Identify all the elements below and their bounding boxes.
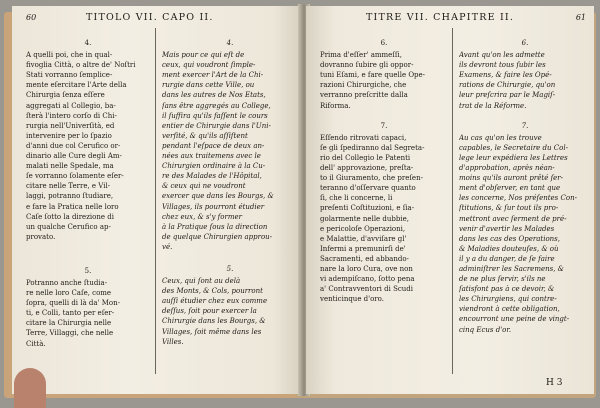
text-line: cinq Ecus d'or. [459, 325, 512, 334]
text-line: il y a du danger, de ſe faire [459, 254, 555, 263]
text-line: rations de Chirurgie, qu'on [459, 81, 556, 90]
text-line: mente eſercitare l'Arte della [26, 81, 127, 90]
text-line: golarmente nelle dubbie, [320, 214, 409, 223]
column-divider [155, 28, 156, 374]
text-line: preſenti Coſtituzioni, e ſia- [320, 204, 415, 213]
text-line: Terre, Villaggi, che nelle [26, 329, 114, 338]
text-line: Potranno anche ſtudia- [26, 278, 108, 287]
text-line: mettront avec ſerment de pré- [459, 214, 567, 223]
text-line: des Monts, & Cols, pourront [162, 287, 263, 296]
text-line: viendront à cette obligation, [459, 305, 560, 314]
text-line: to il Giuramento, che preſen- [320, 174, 423, 183]
text-line: entier de Chirurgie dans l'Uni- [162, 121, 271, 130]
text-line: Mais pour ce qui eſt de [162, 51, 245, 60]
text-line: malati nelle Spedale, ma [26, 162, 114, 171]
paragraph-number: 4. [84, 39, 92, 47]
text-line: à la Pratique ſous la direction [162, 222, 268, 231]
text-line: tuni Eſami, e fare quelle Ope- [320, 71, 426, 80]
text-line: Infermi a premunirſi de' [320, 244, 406, 253]
text-line: les concerne, Nos préſentes Con- [459, 194, 577, 203]
text-line: ti, e Colli, tanto per eſer- [26, 309, 115, 318]
text-line: d'anni due col Cerufico or- [26, 141, 121, 150]
text-line: fivoglia Città, o altre de' Noſtri [26, 61, 136, 70]
column-divider [452, 28, 453, 374]
text-line: de quelque Chirurgien approu- [162, 232, 273, 241]
paragraph-number: 5. [226, 264, 234, 273]
text-line: Villes. [162, 337, 184, 346]
text-line: encourront une peine de vingt- [459, 315, 570, 324]
text-line: Riforma. [320, 101, 351, 110]
holding-thumb [14, 368, 46, 408]
text-line: re nelle loro Caſe, come [26, 289, 112, 298]
text-line: Chirurgien ordinaire à la Cu- [162, 162, 266, 171]
text-line: moins qu'ils auront prêté ſer- [459, 174, 564, 183]
text-line: nare la loro Cura, ove non [320, 264, 413, 273]
open-book [4, 4, 596, 402]
text-line: dinario alle Cure degli Am- [26, 152, 122, 161]
text-line: intervenire per lo ſpazio [26, 131, 112, 140]
text-line: capables, le Secretaire du Col- [459, 143, 568, 152]
text-line: Eſſendo ritrovati capaci, [320, 133, 407, 142]
text-line: Ceux, qui ſont au delà [162, 277, 241, 286]
text-line: auſſi étudier chez eux comme [162, 297, 268, 306]
text-line: verranno preſcritte dalla [320, 91, 408, 100]
text-line: aggregati al Collegio, ba- [26, 101, 116, 110]
text-line: ment exercer l'Art de la Chi- [162, 71, 264, 80]
text-line: Chirurgia ſenza eſſere [26, 91, 105, 100]
text-line: exercer que dans les Bourgs, & [162, 192, 274, 201]
text-line: ſe gli ſpediranno dal Segreta- [320, 143, 425, 152]
paragraph-number: 7. [521, 121, 529, 130]
text-line: il ſuffira qu'ils faſſent le cours [162, 111, 268, 120]
text-line: laggi, potranno ſtudiare, [26, 192, 114, 201]
text-line: Sacramenti, ed abbando- [320, 254, 409, 263]
text-line: rurgie dans cette Ville, ou [162, 81, 255, 90]
text-line: ſe vorranno ſolamente eſer- [26, 172, 124, 181]
text-line: de ne plus ſervir, s'ils ne [459, 275, 546, 284]
paragraph-number: 6. [521, 39, 529, 47]
text-line: a' Contravventori di Scudi [320, 285, 414, 294]
text-line: e fare la Pratica nelle loro [26, 202, 119, 211]
text-line: ils devront tous ſubir les [459, 61, 546, 70]
text-line: deſſus, ſoit pour exercer la [162, 307, 257, 316]
right-running-head: TITRE VII. CHAPITRE II. [366, 12, 515, 23]
text-line: vi adempiſcano, ſotto pena [320, 275, 415, 284]
text-line: adminiſtrer les Sacremens, & [459, 264, 564, 273]
text-line: chez eux, & s'y former [162, 212, 242, 221]
text-line: & Maladies douteuſes, & où [459, 244, 559, 253]
text-line: pendant l'eſpace de deux an- [162, 141, 265, 150]
text-line: ſterà l'intero corſo di Chi- [26, 111, 117, 120]
text-line: verſité, & qu'ils aſſiſtent [162, 131, 248, 140]
text-line: Avant qu'on les admette [459, 51, 545, 60]
text-line: rurgia nell'Univerſità, ed [26, 121, 115, 130]
text-line: razioni Chirurgiche, che [320, 81, 407, 90]
text-line: les Chirurgiens, qui contre- [459, 295, 557, 304]
left-running-head: TITOLO VII. CAPO II. [86, 12, 214, 23]
text-line: rio del Collegio le Patenti [320, 153, 411, 162]
text-line: citare la Chirurgia nelle [26, 319, 112, 328]
text-line: ſi, che li concerne, li [320, 194, 393, 203]
text-line: A quelli poi, che in qual- [26, 51, 113, 60]
text-line: venir d'avertir les Malades [459, 224, 555, 233]
text-line: ceux, qui voudront ſimple- [162, 61, 256, 70]
text-line: re des Malades de l'Hôpital, [162, 172, 262, 181]
text-line: ment d'obſerver, en tant que [459, 184, 561, 193]
text-line: leur preſcrira par le Magiſ- [459, 91, 556, 100]
text-line: Stati vorranno ſemplice- [26, 71, 113, 80]
text-line: Caſe ſotto la direzione di [26, 212, 114, 221]
text-line: dans les cas des Operations, [459, 234, 561, 243]
text-line: citare nelle Terre, e Vil- [26, 182, 111, 191]
left-page [12, 6, 302, 394]
text-line: Prima d'eſſer' ammeſſi, [320, 51, 402, 60]
text-line: Villages, ſoit même dans les [162, 327, 262, 336]
text-line: Chirurgie dans les Bourgs, & [162, 317, 266, 326]
text-line: Examens, & faire les Opé- [459, 71, 552, 80]
text-line: ſtitutions, & ſur tout ils pro- [459, 204, 559, 213]
text-line: ſopra, quelli di là da' Mon- [26, 299, 120, 308]
text-line: provato. [26, 232, 56, 241]
text-line: dell' approvazione, preſta- [320, 164, 414, 173]
text-line: trat de la Réforme. [459, 101, 527, 110]
text-line: teranno d'oſſervare quanto [320, 184, 416, 193]
right-page-number: 61 [575, 13, 586, 22]
right-page [306, 6, 594, 394]
text-line: vé. [162, 242, 173, 251]
paragraph-number: 7. [380, 121, 388, 130]
text-line: ſans être aggregés au College, [162, 101, 271, 110]
paragraph-number: 6. [380, 39, 388, 47]
right-french-column [459, 36, 591, 386]
text-line: d'approbation, après néan- [459, 164, 555, 173]
left-page-number: 60 [26, 13, 37, 22]
text-line: nées aux traitemens avec le [162, 152, 261, 161]
left-french-column [162, 36, 298, 386]
text-line: venticinque d'oro. [320, 295, 384, 304]
text-line: ſatisfont pas à ce devoir, & [459, 285, 555, 294]
text-line: e pericoloſe Operazioni, [320, 224, 406, 233]
text-line: e Malattie, d'avviſare gl' [320, 234, 407, 243]
paragraph-number: 5. [84, 266, 92, 275]
right-italian-column [320, 36, 448, 386]
signature-mark: H 3 [546, 378, 563, 388]
text-line: Au cas qu'on les trouve [459, 133, 542, 142]
paragraph-number: 4. [226, 39, 234, 47]
text-line: dovranno ſubire gli oppor- [320, 61, 414, 70]
text-line: & ceux qui ne voudront [162, 182, 246, 191]
text-line: Villages, ils pourront étudier [162, 202, 265, 211]
text-line: un qualche Cerufico ap- [26, 222, 111, 231]
left-italian-column [26, 36, 150, 386]
text-line: lege leur expédiera les Lettres [459, 153, 568, 162]
text-line: dans les autres de Nos Etats, [162, 91, 266, 100]
text-line: Città. [26, 339, 46, 348]
